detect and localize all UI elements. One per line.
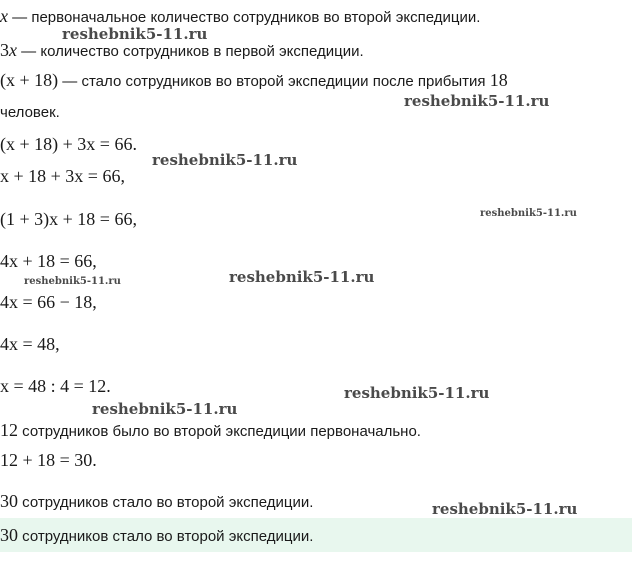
math-num: 18 xyxy=(489,70,508,90)
watermark: reshebnik5-11.ru xyxy=(404,92,550,110)
line-text: сотрудников было во второй экспедиции первоначально. xyxy=(18,423,421,440)
answer-box xyxy=(0,518,632,552)
line-text: — стало сотрудников во второй экспедиции после прибытия xyxy=(58,73,490,90)
watermark: reshebnik5-11.ru xyxy=(229,268,375,286)
equation-8: 12 + 18 = 30. xyxy=(0,450,97,470)
equation-4: 4x + 18 = 66, xyxy=(0,251,97,271)
text-line-11 xyxy=(0,420,421,442)
math-num: 12 xyxy=(0,420,18,440)
text-line-3 xyxy=(0,70,508,92)
line-text: сотрудников стало во второй экспедиции. xyxy=(18,494,314,511)
line-text: — первоначальное количество сотрудников во второй экспедиции. xyxy=(8,9,481,26)
watermark: reshebnik5-11.ru xyxy=(432,500,578,518)
watermark: reshebnik5-11.ru xyxy=(92,400,238,418)
math-var: x xyxy=(9,40,17,60)
text-line-2 xyxy=(0,40,364,62)
watermark: reshebnik5-11.ru xyxy=(344,384,490,402)
equation-6: 4x = 48, xyxy=(0,334,60,354)
text-line-13 xyxy=(0,491,313,513)
equation-7: x = 48 : 4 = 12. xyxy=(0,376,111,396)
watermark: reshebnik5-11.ru xyxy=(62,25,208,43)
answer-num: 30 xyxy=(0,525,18,545)
answer-line xyxy=(0,525,313,547)
math-expr: (x + 18) xyxy=(0,70,59,90)
equation-1: (x + 18) + 3x = 66. xyxy=(0,134,137,154)
watermark: reshebnik5-11.ru xyxy=(24,276,121,287)
watermark: reshebnik5-11.ru xyxy=(480,208,577,219)
text-line-3-cont: человек. xyxy=(0,104,60,121)
equation-2: x + 18 + 3x = 66, xyxy=(0,166,125,186)
equation-3: (1 + 3)x + 18 = 66, xyxy=(0,209,137,229)
watermark: reshebnik5-11.ru xyxy=(152,151,298,169)
math-var: x xyxy=(0,6,8,26)
answer-text: сотрудников стало во второй экспедиции. xyxy=(18,528,314,545)
math-num: 30 xyxy=(0,491,18,511)
equation-5: 4x = 66 − 18, xyxy=(0,292,97,312)
math-num: 3 xyxy=(0,40,9,60)
line-text: — количество сотрудников в первой экспедиции. xyxy=(17,43,364,60)
